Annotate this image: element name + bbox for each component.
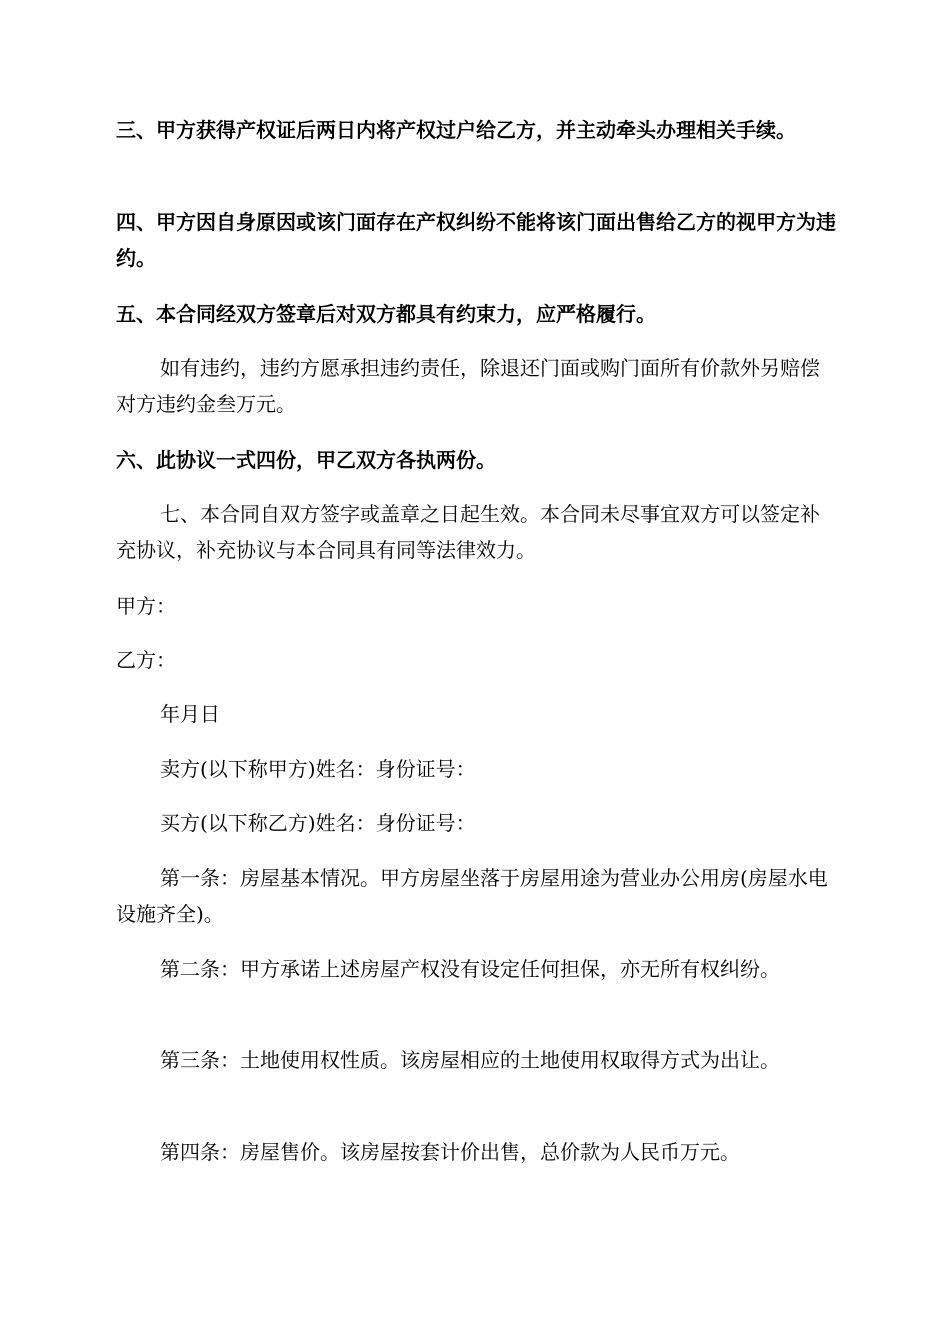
clause-five: 五、本合同经双方签章后对双方都具有约束力，应严格履行。 bbox=[116, 302, 656, 326]
breach-paragraph: 如有违约，违约方愿承担违约责任，除退还门面或购门面所有价款外另赔偿对方违约金叁万元。 bbox=[116, 356, 820, 416]
article-three: 第三条：土地使用权性质。该房屋相应的土地使用权取得方式为出让。 bbox=[160, 1048, 780, 1072]
article-one: 第一条：房屋基本情况。甲方房屋坐落于房屋用途为营业办公用房(房屋水电设施齐全)。 bbox=[116, 866, 828, 926]
clause-six: 六、此协议一式四份，甲乙双方各执两份。 bbox=[116, 448, 496, 472]
clause-three: 三、甲方获得产权证后两日内将产权过户给乙方，并主动牵头办理相关手续。 bbox=[116, 118, 796, 142]
clause-four: 四、甲方因自身原因或该门面存在产权纠纷不能将该门面出售给乙方的视甲方为违约。 bbox=[116, 210, 836, 270]
party-a-signature: 甲方： bbox=[116, 594, 176, 618]
date-line: 年月日 bbox=[160, 702, 220, 726]
buyer-line: 买方(以下称乙方)姓名：身份证号： bbox=[160, 811, 476, 835]
seller-line: 卖方(以下称甲方)姓名：身份证号： bbox=[160, 757, 476, 781]
clause-seven: 七、本合同自双方签字或盖章之日起生效。本合同未尽事宜双方可以签定补充协议，补充协议与本合同具有同等法律效力。 bbox=[116, 502, 820, 562]
article-four: 第四条：房屋售价。该房屋按套计价出售，总价款为人民币万元。 bbox=[160, 1140, 740, 1164]
party-b-signature: 乙方： bbox=[116, 648, 176, 672]
article-two: 第二条：甲方承诺上述房屋产权没有设定任何担保，亦无所有权纠纷。 bbox=[160, 957, 780, 981]
